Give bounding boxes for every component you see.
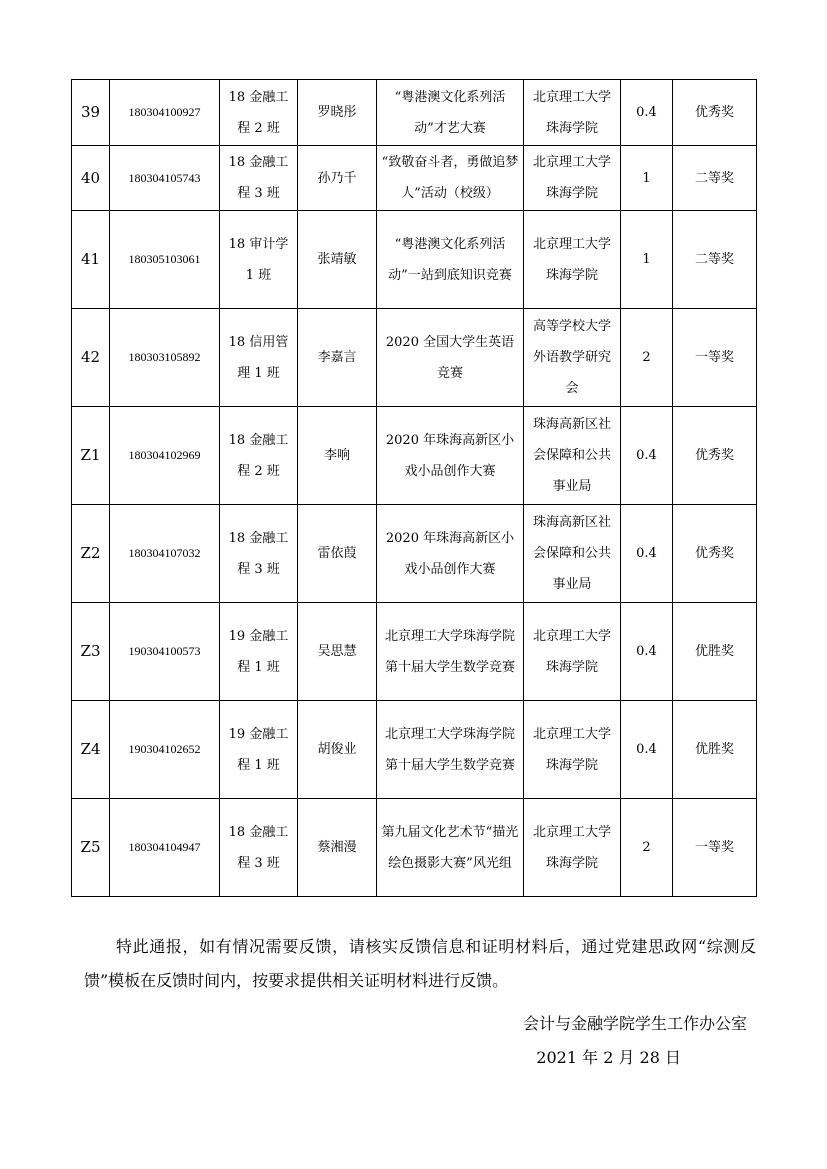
student-name: 李嘉言 [298,309,377,407]
score: 2 [621,309,673,407]
class-name: 18 审计学 1 班 [220,211,298,309]
row-number: Z2 [72,505,110,603]
score: 0.4 [621,407,673,505]
class-name: 18 金融工程 2 班 [220,407,298,505]
student-id: 180305103061 [110,211,220,309]
awards-table [71,79,757,897]
score: 0.4 [621,603,673,701]
issuing-office: 会计与金融学院学生工作办公室 [522,1014,747,1033]
table-row [72,701,757,799]
award-level: 优秀奖 [673,80,757,146]
class-name: 18 金融工程 2 班 [220,80,298,146]
class-name: 18 金融工程 3 班 [220,799,298,897]
student-id: 190304100573 [110,603,220,701]
event-name: 2020 全国大学生英语竞赛 [377,309,524,407]
table-row [72,603,757,701]
award-level: 一等奖 [673,799,757,897]
student-id: 180304100927 [110,80,220,146]
organizer: 珠海高新区社会保障和公共事业局 [524,505,621,603]
award-level: 一等奖 [673,309,757,407]
table-row [72,146,757,211]
award-level: 优胜奖 [673,603,757,701]
row-number: 42 [72,309,110,407]
table-row [72,309,757,407]
organizer: 北京理工大学珠海学院 [524,701,621,799]
event-name: “粤港澳文化系列活动”一站到底知识竞赛 [377,211,524,309]
event-name: “致敬奋斗者，勇做追梦人”活动（校级） [377,146,524,211]
class-name: 18 信用管理 1 班 [220,309,298,407]
event-name: 北京理工大学珠海学院第十届大学生数学竞赛 [377,701,524,799]
student-name: 张靖敏 [298,211,377,309]
row-number: Z5 [72,799,110,897]
student-name: 李响 [298,407,377,505]
table-row [72,80,757,146]
row-number: 41 [72,211,110,309]
event-name: 2020 年珠海高新区小戏小品创作大赛 [377,407,524,505]
notice-paragraph: 特此通报，如有情况需要反馈，请核实反馈信息和证明材料后，通过党建思政网“综测反馈”模板在反馈时间内，按要求提供相关证明材料进行反馈。 [84,937,756,990]
student-name: 雷依葭 [298,505,377,603]
student-name: 吴思慧 [298,603,377,701]
student-id: 180304105743 [110,146,220,211]
student-id: 180303105892 [110,309,220,407]
organizer: 北京理工大学珠海学院 [524,211,621,309]
row-number: Z4 [72,701,110,799]
class-name: 19 金融工程 1 班 [220,701,298,799]
student-id: 180304102969 [110,407,220,505]
organizer: 北京理工大学珠海学院 [524,80,621,146]
table-row [72,799,757,897]
row-number: Z1 [72,407,110,505]
organizer: 北京理工大学珠海学院 [524,799,621,897]
event-name: 第九届文化艺术节“描光绘色摄影大赛”风光组 [377,799,524,897]
table-row [72,505,757,603]
row-number: 40 [72,146,110,211]
score: 1 [621,146,673,211]
row-number: 39 [72,80,110,146]
student-name: 胡俊业 [298,701,377,799]
organizer: 珠海高新区社会保障和公共事业局 [524,407,621,505]
organizer: 北京理工大学珠海学院 [524,146,621,211]
student-name: 孙乃千 [298,146,377,211]
event-name: 北京理工大学珠海学院第十届大学生数学竞赛 [377,603,524,701]
class-name: 18 金融工程 3 班 [220,146,298,211]
award-level: 优秀奖 [673,407,757,505]
class-name: 19 金融工程 1 班 [220,603,298,701]
table-row [72,211,757,309]
issue-date: 2021 年 2 月 28 日 [536,1048,681,1067]
student-name: 蔡湘漫 [298,799,377,897]
student-name: 罗晓彤 [298,80,377,146]
student-id: 190304102652 [110,701,220,799]
award-level: 二等奖 [673,211,757,309]
award-level: 优秀奖 [673,505,757,603]
class-name: 18 金融工程 3 班 [220,505,298,603]
table-row [72,407,757,505]
student-id: 180304104947 [110,799,220,897]
row-number: Z3 [72,603,110,701]
event-name: “粤港澳文化系列活动”才艺大赛 [377,80,524,146]
award-level: 二等奖 [673,146,757,211]
score: 0.4 [621,701,673,799]
student-id: 180304107032 [110,505,220,603]
score: 1 [621,211,673,309]
organizer: 北京理工大学珠海学院 [524,603,621,701]
event-name: 2020 年珠海高新区小戏小品创作大赛 [377,505,524,603]
award-level: 优胜奖 [673,701,757,799]
score: 0.4 [621,80,673,146]
score: 0.4 [621,505,673,603]
organizer: 高等学校大学外语教学研究会 [524,309,621,407]
score: 2 [621,799,673,897]
